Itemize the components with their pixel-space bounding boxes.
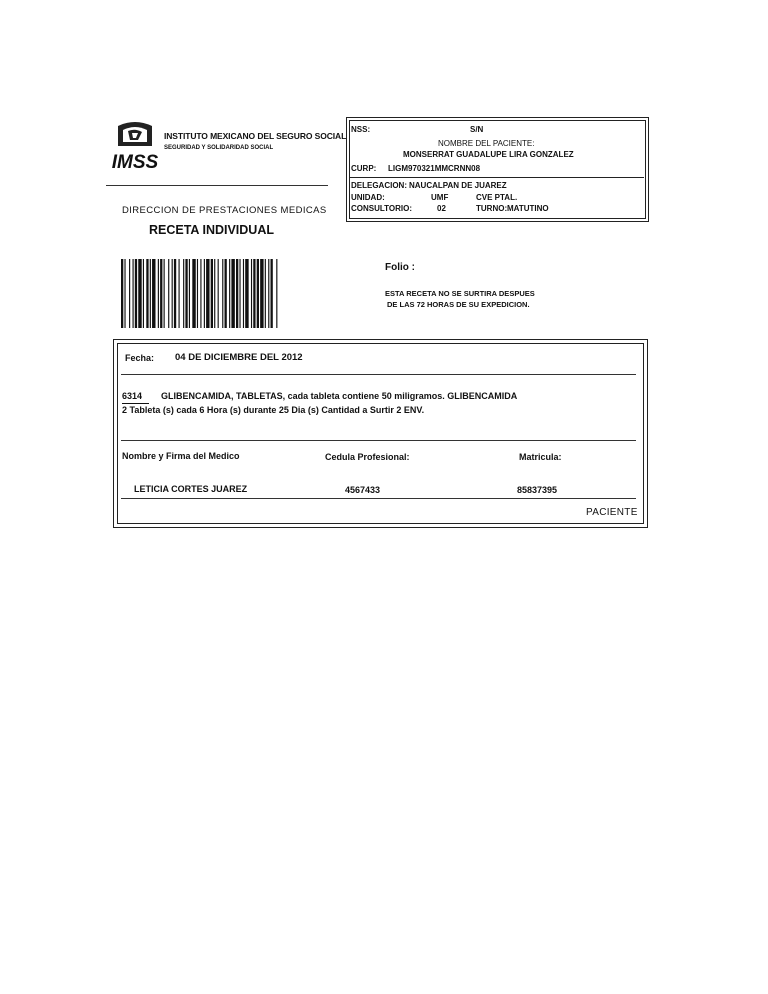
- signature-rule: [121, 498, 636, 499]
- turno-value: MATUTINO: [507, 204, 549, 213]
- direccion-label: DIRECCION DE PRESTACIONES MEDICAS: [122, 205, 327, 216]
- barcode-bar: [260, 259, 263, 328]
- imss-logo: [108, 118, 162, 174]
- turno-label: TURNO:: [476, 204, 508, 213]
- medication-code-underline: [122, 403, 149, 404]
- barcode-bar: [124, 259, 125, 328]
- barcode-bar: [174, 259, 176, 328]
- fecha-rule: [121, 374, 636, 375]
- barcode-bar: [222, 259, 223, 328]
- patient-name-label: NOMBRE DEL PACIENTE:: [438, 139, 535, 148]
- barcode-bar: [231, 259, 234, 328]
- nss-value: S/N: [470, 125, 484, 134]
- barcode-bar: [150, 259, 151, 328]
- barcode-bar: [225, 259, 227, 328]
- dosage-rule: [121, 440, 636, 441]
- medico-name: LETICIA CORTES JUAREZ: [134, 484, 248, 494]
- medico-label: Nombre y Firma del Medico: [122, 451, 240, 461]
- fecha-label: Fecha:: [125, 353, 155, 363]
- barcode-bar: [251, 259, 252, 328]
- barcode-bar: [121, 259, 123, 328]
- consultorio-value: 02: [437, 204, 446, 213]
- org-subtitle: SEGURIDAD Y SOLIDARIDAD SOCIAL: [164, 145, 274, 151]
- medication-code: 6314: [122, 391, 143, 401]
- barcode-bar: [197, 259, 198, 328]
- barcode-bar: [271, 259, 273, 328]
- barcode-bar: [214, 259, 215, 328]
- barcode-bar: [152, 259, 155, 328]
- barcode-bar: [138, 259, 141, 328]
- barcode-bar: [164, 259, 165, 328]
- org-name: INSTITUTO MEXICANO DEL SEGURO SOCIAL: [164, 131, 347, 141]
- barcode-bar: [265, 259, 266, 328]
- curp-label: CURP:: [351, 164, 377, 173]
- barcode-bar: [129, 259, 130, 328]
- delegacion-label: DELEGACION:: [351, 181, 407, 190]
- barcode-bar: [189, 259, 190, 328]
- patient-name-value: MONSERRAT GUADALUPE LIRA GONZALEZ: [403, 150, 574, 159]
- barcode-bar: [192, 259, 195, 328]
- header-divider: [106, 185, 328, 186]
- barcode-bar: [245, 259, 248, 328]
- barcode-bar: [229, 259, 230, 328]
- barcode-bar: [218, 259, 219, 328]
- barcode-bar: [135, 259, 137, 328]
- matricula-label: Matricula:: [519, 452, 562, 462]
- cedula-value: 4567433: [345, 485, 381, 495]
- barcode-bar: [200, 259, 201, 328]
- document-title: RECETA INDIVIDUAL: [149, 223, 274, 237]
- barcode-bar: [143, 259, 144, 328]
- matricula-value: 85837395: [517, 485, 558, 495]
- folio-label: Folio :: [385, 262, 415, 273]
- cedula-label: Cedula Profesional:: [325, 452, 410, 462]
- barcode-bar: [253, 259, 255, 328]
- cve-ptal-label: CVE PTAL.: [476, 193, 518, 202]
- barcode-bar: [158, 259, 159, 328]
- barcode-bar: [211, 259, 213, 328]
- barcode-bar: [168, 259, 169, 328]
- dosage-instructions: 2 Tableta (s) cada 6 Hora (s) durante 25 Dia (s) Cantidad a Surtir 2 ENV.: [122, 405, 425, 415]
- barcode-bar: [183, 259, 184, 328]
- barcode-bar: [160, 259, 162, 328]
- barcode: [121, 259, 343, 328]
- nss-label: NSS:: [351, 125, 371, 134]
- fecha-value: 04 DE DICIEMBRE DEL 2012: [175, 352, 303, 363]
- consultorio-label: CONSULTORIO:: [351, 204, 413, 213]
- barcode-bar: [133, 259, 134, 328]
- barcode-bar: [243, 259, 244, 328]
- expiry-notice-line-1: ESTA RECETA NO SE SURTIRA DESPUES: [385, 289, 535, 298]
- delegacion-value: NAUCALPAN DE JUAREZ: [409, 181, 507, 190]
- copy-label: PACIENTE: [586, 507, 638, 518]
- expiry-notice-line-2: DE LAS 72 HORAS DE SU EXPEDICION.: [387, 300, 530, 309]
- logo-wordmark: IMSS: [111, 152, 159, 173]
- barcode-bar: [276, 259, 277, 328]
- patient-box-divider: [349, 177, 644, 178]
- curp-value: LIGM970321MMCRNN08: [388, 164, 481, 173]
- medication-description: GLIBENCAMIDA, TABLETAS, cada tableta contiene 50 miligramos. GLIBENCAMIDA: [161, 391, 518, 401]
- barcode-bar: [268, 259, 269, 328]
- barcode-bar: [179, 259, 180, 328]
- barcode-bar: [257, 259, 259, 328]
- unidad-value: UMF: [431, 193, 449, 202]
- prescription-inner-border: [117, 343, 644, 524]
- barcode-bar: [204, 259, 205, 328]
- barcode-bar: [146, 259, 148, 328]
- barcode-bar: [236, 259, 238, 328]
- barcode-bar: [206, 259, 209, 328]
- barcode-bar: [172, 259, 173, 328]
- barcode-bar: [239, 259, 240, 328]
- barcode-bar: [185, 259, 187, 328]
- unidad-label: UNIDAD:: [351, 193, 385, 202]
